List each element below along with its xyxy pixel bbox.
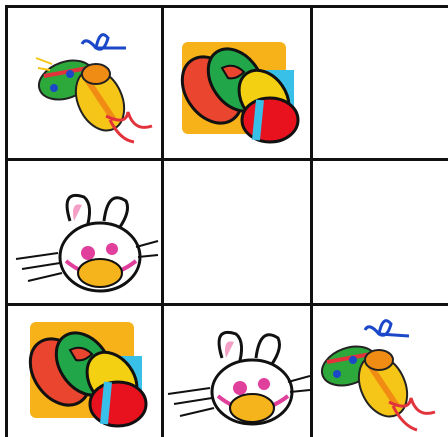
bunny-egg-icon — [164, 306, 310, 437]
tile-r2-c1[interactable] — [164, 306, 310, 437]
colorful-eggs-icon — [164, 8, 310, 158]
grid-line-v1 — [161, 5, 164, 437]
bunny-egg-icon — [8, 161, 161, 303]
grid-line-top — [5, 5, 448, 8]
tile-r0-c0[interactable] — [8, 8, 161, 158]
colorful-eggs-icon — [8, 306, 161, 437]
tile-r0-c1[interactable] — [164, 8, 310, 158]
tile-r0-c2[interactable] — [313, 8, 448, 158]
grid-line-h2 — [5, 303, 448, 306]
hanging-ribbon-eggs-icon — [8, 8, 161, 158]
grid-line-v2 — [310, 5, 313, 437]
grid-line-left — [5, 5, 8, 437]
tile-r2-c0[interactable] — [8, 306, 161, 437]
grid-line-h1 — [5, 158, 448, 161]
tile-r2-c2[interactable] — [313, 306, 448, 437]
tile-r1-c0[interactable] — [8, 161, 161, 303]
hanging-ribbon-eggs-icon — [313, 306, 448, 437]
tile-r1-c2[interactable] — [313, 161, 448, 303]
tile-r1-c1[interactable] — [164, 161, 310, 303]
